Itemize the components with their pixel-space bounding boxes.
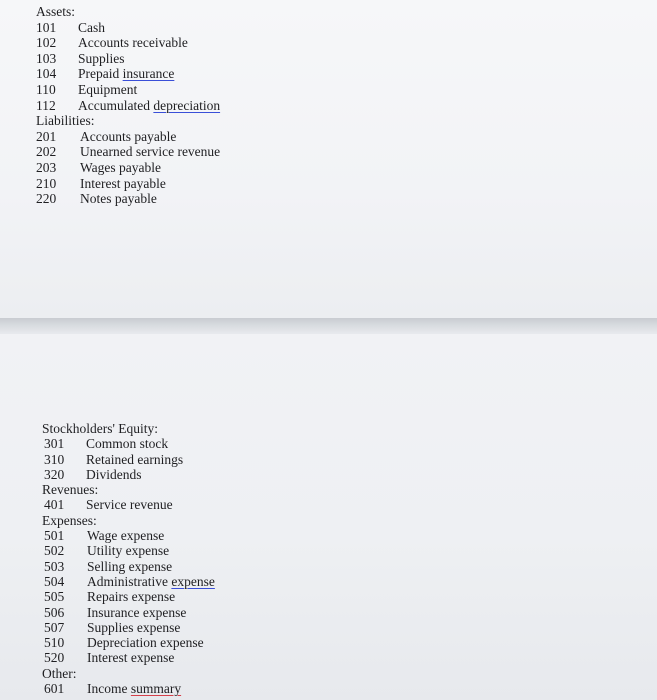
account-row-101 xyxy=(36,19,105,36)
account-number: 507 xyxy=(44,619,65,635)
account-name: Interest expense xyxy=(87,650,175,666)
account-name-part: Accumulated xyxy=(78,97,154,113)
account-row-220 xyxy=(36,191,157,207)
account-row-510 xyxy=(42,635,204,651)
account-number: 220 xyxy=(36,191,57,207)
account-number: 104 xyxy=(36,66,57,82)
account-name: Unearned service revenue xyxy=(80,144,221,160)
account-row-507 xyxy=(42,619,181,635)
account-number: 210 xyxy=(36,175,57,191)
account-row-502 xyxy=(42,543,170,559)
account-number: 506 xyxy=(44,604,65,620)
account-name: Selling expense xyxy=(87,558,173,574)
account-number: 505 xyxy=(44,589,65,605)
account-name xyxy=(87,574,215,589)
account-name: Service revenue xyxy=(86,497,173,513)
equity-heading: Stockholders' Equity: xyxy=(42,421,159,436)
liabilities-heading-row xyxy=(36,113,95,129)
assets-heading: Assets: xyxy=(36,4,76,19)
account-number: 301 xyxy=(44,436,65,452)
account-row-202 xyxy=(36,144,221,160)
chart-of-accounts-part-2 xyxy=(42,421,215,697)
account-row-102 xyxy=(36,35,188,51)
account-name: Common stock xyxy=(86,436,169,452)
top-paper-sheet xyxy=(0,0,657,318)
account-number: 102 xyxy=(36,35,57,51)
account-number: 320 xyxy=(44,466,65,482)
account-number: 112 xyxy=(36,97,56,113)
expenses-heading: Expenses: xyxy=(42,512,97,528)
account-row-210 xyxy=(36,175,166,192)
account-number: 401 xyxy=(44,497,65,513)
account-row-112 xyxy=(36,97,221,114)
account-row-503 xyxy=(42,558,173,574)
account-number: 110 xyxy=(36,81,56,97)
account-row-501 xyxy=(42,528,165,544)
account-number: 504 xyxy=(44,573,65,589)
account-name: Utility expense xyxy=(87,543,170,559)
spellcheck-underlined-word: depreciation xyxy=(153,97,221,113)
account-row-301 xyxy=(42,436,169,452)
account-row-520 xyxy=(42,650,175,666)
account-number: 520 xyxy=(44,650,65,666)
account-number: 101 xyxy=(36,19,57,35)
account-row-505 xyxy=(42,589,176,605)
account-name: Accounts payable xyxy=(80,128,177,144)
account-number: 501 xyxy=(44,528,65,544)
page-fold-shadow xyxy=(0,318,657,334)
account-name: Dividends xyxy=(86,466,142,482)
account-row-103 xyxy=(36,50,125,67)
account-name: Wage expense xyxy=(87,528,165,544)
expenses-heading-row xyxy=(42,513,158,528)
account-row-310 xyxy=(42,451,184,467)
spellcheck-underlined-word: insurance xyxy=(122,66,175,82)
other-heading-row xyxy=(42,666,158,681)
account-name xyxy=(78,66,174,82)
account-name-part: Prepaid xyxy=(78,66,123,82)
account-number: 502 xyxy=(44,543,65,559)
account-row-104 xyxy=(36,66,175,82)
spellcheck-underlined-word: expense xyxy=(171,573,215,589)
other-heading: Other: xyxy=(42,665,77,681)
account-row-201 xyxy=(36,128,177,145)
account-name: Repairs expense xyxy=(87,589,176,605)
account-name: Notes payable xyxy=(80,191,157,207)
account-row-506 xyxy=(42,604,187,620)
spellcheck-underlined-word: summary xyxy=(130,681,182,697)
assets-heading-row xyxy=(36,4,95,20)
account-name: Supplies xyxy=(78,50,125,66)
account-row-401 xyxy=(42,497,173,513)
account-row-504 xyxy=(42,573,215,589)
revenues-heading-row xyxy=(42,482,158,497)
account-number: 310 xyxy=(44,451,65,467)
account-name: Interest payable xyxy=(80,175,166,191)
account-name: Retained earnings xyxy=(86,451,184,467)
account-name: Insurance expense xyxy=(87,604,187,620)
account-name: Supplies expense xyxy=(87,619,181,635)
equity-heading-row xyxy=(42,421,158,436)
account-row-601 xyxy=(42,681,182,697)
account-row-203 xyxy=(36,159,161,176)
account-number: 202 xyxy=(36,144,57,160)
account-name: Equipment xyxy=(78,81,138,97)
chart-of-accounts-part-1 xyxy=(36,4,221,207)
liabilities-heading: Liabilities: xyxy=(36,113,95,129)
account-name-part: Administrative xyxy=(87,573,172,589)
account-number: 201 xyxy=(36,128,57,144)
account-number: 203 xyxy=(36,159,57,175)
account-name xyxy=(87,681,181,696)
account-number: 510 xyxy=(44,635,65,651)
account-row-320 xyxy=(42,467,158,482)
account-name: Depreciation expense xyxy=(87,635,204,651)
account-name xyxy=(78,98,220,114)
account-name: Accounts receivable xyxy=(78,35,188,51)
account-name-part: Income xyxy=(87,681,131,697)
account-number: 103 xyxy=(36,50,57,66)
account-name: Cash xyxy=(78,19,105,35)
account-name: Wages payable xyxy=(80,159,161,175)
revenues-heading: Revenues: xyxy=(42,482,99,498)
account-number: 503 xyxy=(44,558,65,574)
account-row-110 xyxy=(36,81,138,98)
account-number: 601 xyxy=(44,681,65,697)
